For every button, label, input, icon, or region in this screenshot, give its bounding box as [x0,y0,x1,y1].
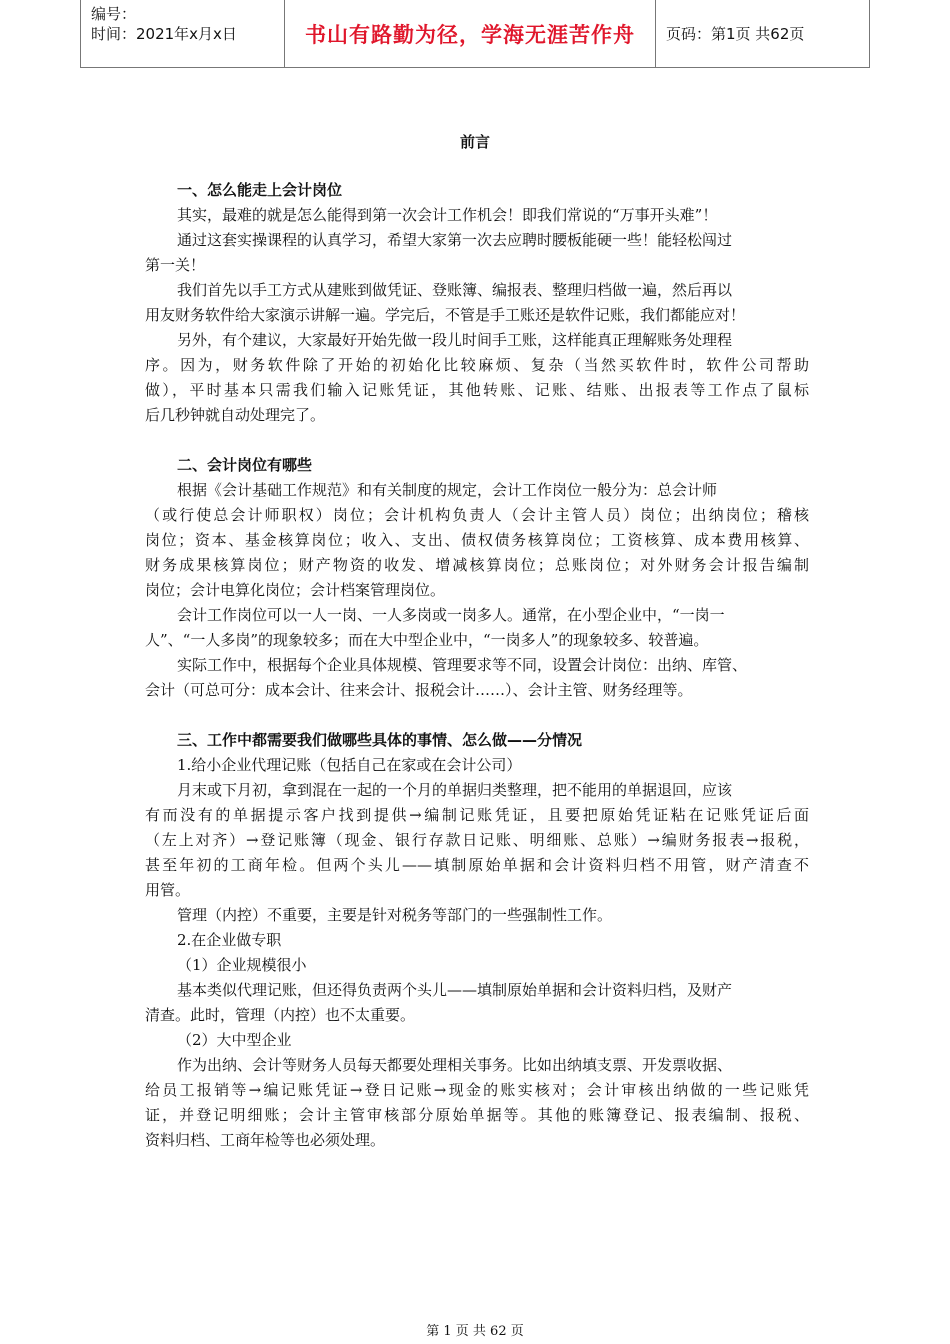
text-line: 人”、“一人多岗”的现象较多；而在大中型企业中，“一岗多人”的现象较多、较普遍。 [145,631,709,649]
document-time-label: 时间：2021年x月x日 [91,25,237,43]
text-line: 另外，有个建议，大家最好开始先做一段儿时间手工账，这样能真正理解账务处理程 [177,331,733,349]
text-line: （左上对齐）→登记账簿（现金、银行存款日记账、明细账、总账）→编财务报表→报税， [145,831,809,849]
document-number-label: 编号： [91,5,137,23]
text-line: 根据《会计基础工作规范》和有关制度的规定，会计工作岗位一般分为：总会计师 [177,481,718,499]
header-page-cell [656,0,869,67]
text-line: 通过这套实操课程的认真学习，希望大家第一次去应聘时腰板能硬一些！能轻松闯过 [177,231,733,249]
text-line: 资料归档、工商年检等也必须处理。 [145,1131,386,1149]
text-line: （1）企业规模很小 [177,956,307,974]
text-line: （或行使总会计师职权）岗位；会计机构负责人（会计主管人员）岗位；出纳岗位；稽核 [145,506,809,524]
text-line: 后几秒钟就自动处理完了。 [145,406,326,424]
text-line: 岗位；资本、基金核算岗位；收入、支出、债权债务核算岗位；工资核算、成本费用核算、 [145,531,809,549]
text-line: 用友财务软件给大家演示讲解一遍。学完后，不管是手工账还是软件记账，我们都能应对！ [145,306,746,324]
text-line: 管理（内控）不重要，主要是针对税务等部门的一些强制性工作。 [177,906,613,924]
document-title: 前言 [459,133,490,151]
header-page-info: 页码：第1页 共62页 [666,25,805,43]
text-line: 基本类似代理记账，但还得负责两个头儿——填制原始单据和会计资料归档，及财产 [177,981,733,999]
text-line: 会计工作岗位可以一人一岗、一人多岗或一岗多人。通常，在小型企业中，“一岗一 [177,606,725,624]
header-motto-cell [285,0,656,67]
text-line: 第一关！ [145,256,206,274]
text-line: 财务成果核算岗位；财产物资的收发、增减核算岗位；总账岗位；对外财务会计报告编制 [145,556,809,574]
document-header [80,0,870,68]
text-line: 甚至年初的工商年检。但两个头儿——填制原始单据和会计资料归档不用管，财产清查不 [145,856,809,874]
page-footer: 第 1 页 共 62 页 [426,1324,524,1339]
document-body [145,178,809,1153]
text-line: 序。因为，财务软件除了开始的初始化比较麻烦、复杂（当然买软件时，软件公司帮助 [145,356,809,374]
text-line: （2）大中型企业 [177,1031,292,1049]
text-line: 我们首先以手工方式从建账到做凭证、登账簿、编报表、整理归档做一遍，然后再以 [177,281,733,299]
text-line: 清查。此时，管理（内控）也不太重要。 [145,1006,416,1024]
section-heading: 三、工作中都需要我们做哪些具体的事情、怎么做——分情况 [177,731,583,749]
text-line: 用管。 [145,881,191,899]
text-line: 其实，最难的就是怎么能得到第一次会计工作机会！即我们常说的“万事开头难”！ [177,206,718,224]
text-line: 会计（可总可分：成本会计、往来会计、报税会计……）、会计主管、财务经理等。 [145,681,693,699]
section-heading: 一、怎么能走上会计岗位 [177,181,343,199]
header-motto: 书山有路勤为径，学海无涯苦作舟 [305,22,635,47]
paragraph-gap [145,428,809,453]
text-line: 做），平时基本只需我们输入记账凭证，其他转账、记账、结账、出报表等工作点了鼠标 [145,381,809,399]
text-line: 给员工报销等→编记账凭证→登日记账→现金的账实核对；会计审核出纳做的一些记账凭 [145,1081,809,1099]
text-line: 有而没有的单据提示客户找到提供→编制记账凭证，且要把原始凭证粘在记账凭证后面 [145,806,809,824]
text-line: 2.在企业做专职 [177,931,282,949]
section-heading: 二、会计岗位有哪些 [177,456,313,474]
header-meta-cell [81,0,285,67]
text-line: 作为出纳、会计等财务人员每天都要处理相关事务。比如出纳填支票、开发票收据、 [177,1056,733,1074]
text-line: 实际工作中，根据每个企业具体规模、管理要求等不同，设置会计岗位：出纳、库管、 [177,656,748,674]
text-line: 证，并登记明细账；会计主管审核部分原始单据等。其他的账簿登记、报表编制、报税、 [145,1106,809,1124]
text-line: 月末或下月初，拿到混在一起的一个月的单据归类整理，把不能用的单据退回，应该 [177,781,733,799]
text-line: 1.给小企业代理记账（包括自己在家或在会计公司） [177,756,522,774]
paragraph-gap [145,703,809,728]
text-line: 岗位；会计电算化岗位；会计档案管理岗位。 [145,581,446,599]
